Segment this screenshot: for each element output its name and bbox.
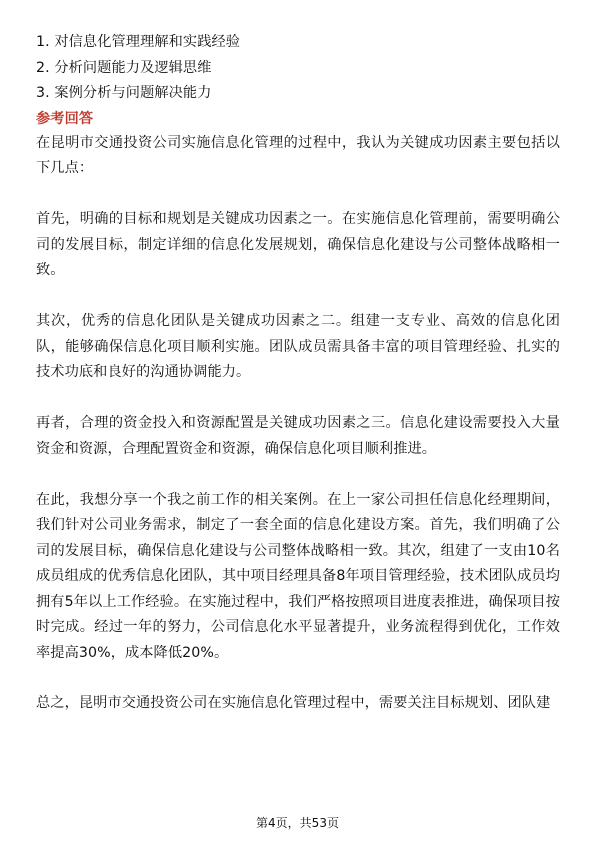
document-body <box>36 30 560 742</box>
paragraph-intro: 在昆明市交通投资公司实施信息化管理的过程中，我认为关键成功因素主要包括以下几点： <box>36 134 560 176</box>
list-item-2: 2. 分析问题能力及逻辑思维 <box>36 59 212 76</box>
list-item-3: 3. 案例分析与问题解决能力 <box>36 85 212 101</box>
paragraph-conclusion: 总之，昆明市交通投资公司在实施信息化管理过程中，需要关注目标规划、团队建 <box>36 695 551 711</box>
paragraph-third: 再者，合理的资金投入和资源配置是关键成功因素之三。信息化建设需要投入大量资金和资源，合理配置资金和资源，确保信息化项目顺利推进。 <box>36 415 560 457</box>
list-item-1: 1. 对信息化管理理解和实践经验 <box>36 34 241 50</box>
paragraph-first: 首先，明确的目标和规划是关键成功因素之一。在实施信息化管理前，需要明确公司的发展目标，制定详细的信息化发展规划，确保信息化建设与公司整体战略相一致。 <box>36 211 560 278</box>
page-number: 第4页，共53页 <box>256 816 339 830</box>
answer-heading: 参考回答 <box>36 110 94 127</box>
paragraph-second: 其次，优秀的信息化团队是关键成功因素之二。组建一支专业、高效的信息化团队，能够确保信息化项目顺利实施。团队成员需具备丰富的项目管理经验、扎实的技术功底和良好的沟通协调能力。 <box>36 313 560 380</box>
paragraph-case: 在此，我想分享一个我之前工作的相关案例。在上一家公司担任信息化经理期间，我们针对公司业务需求，制定了一套全面的信息化建设方案。首先，我们明确了公司的发展目标，确保信息化建设与公司整体战略相一致。其次，组建了一支由10名成员组成的优秀信息化团队，其中项目经理具备8年项目管理经验，技术团队成员均拥有5年以上工作经验。在实施过程中，我们严格按照项目进度表推进，确保项目按时完成。经过一年的努力，公司信息化水平显著提升，业务流程得到优化，工作效率提高30%，成本降低20%。 <box>36 491 560 661</box>
